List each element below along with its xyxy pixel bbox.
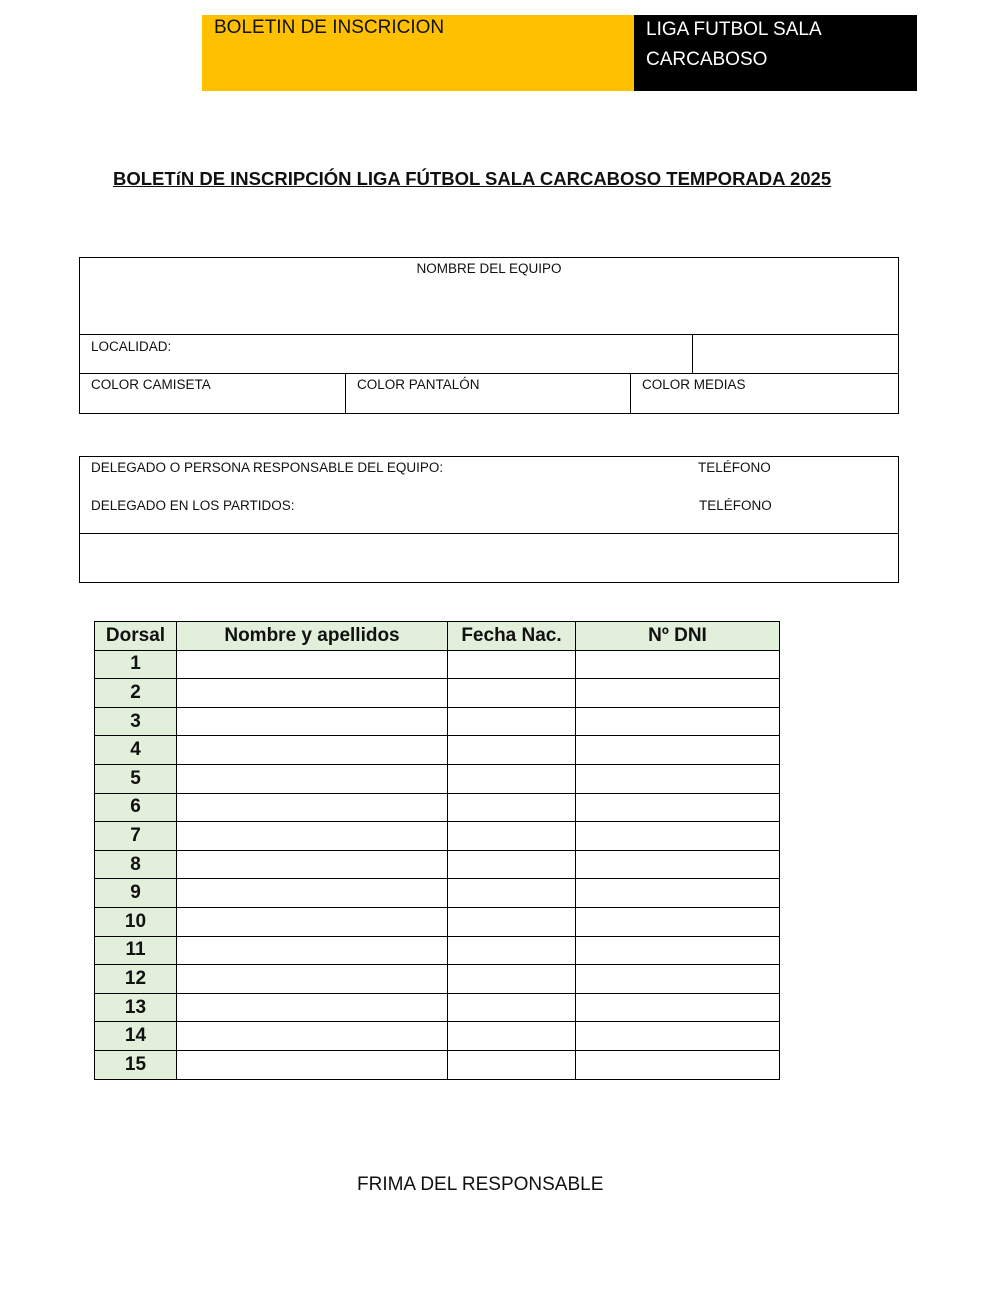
dni-cell[interactable] — [576, 879, 780, 908]
table-row — [95, 993, 780, 1022]
players-table — [94, 621, 780, 1080]
player-name-cell[interactable] — [177, 879, 448, 908]
table-row — [95, 764, 780, 793]
table-row — [95, 936, 780, 965]
dorsal-number: 13 — [95, 993, 177, 1022]
table-row — [95, 1050, 780, 1079]
player-name-cell[interactable] — [177, 965, 448, 994]
header-league-line1: LIGA FUTBOL SALA — [646, 19, 822, 40]
table-row — [95, 707, 780, 736]
player-name-cell[interactable] — [177, 650, 448, 679]
dni-cell[interactable] — [576, 850, 780, 879]
dorsal-number: 15 — [95, 1050, 177, 1079]
dni-cell[interactable] — [576, 1050, 780, 1079]
locality-field[interactable] — [80, 335, 693, 374]
column-header-dni: Nº DNI — [576, 622, 780, 651]
shirt-color-label: COLOR CAMISETA — [91, 377, 211, 392]
table-row — [95, 850, 780, 879]
birthdate-cell[interactable] — [448, 993, 576, 1022]
header-league-line2: CARCABOSO — [646, 49, 768, 70]
dni-cell[interactable] — [576, 764, 780, 793]
delegate-info-row[interactable] — [80, 457, 898, 534]
birthdate-cell[interactable] — [448, 679, 576, 708]
match-delegate-phone-label: TELÉFONO — [699, 498, 772, 513]
shorts-color-field[interactable] — [346, 374, 631, 413]
socks-color-label: COLOR MEDIAS — [642, 377, 746, 392]
player-name-cell[interactable] — [177, 822, 448, 851]
birthdate-cell[interactable] — [448, 793, 576, 822]
birthdate-cell[interactable] — [448, 822, 576, 851]
dni-cell[interactable] — [576, 736, 780, 765]
players-table-header — [95, 622, 780, 651]
column-header-birthdate: Fecha Nac. — [448, 622, 576, 651]
column-header-name: Nombre y apellidos — [177, 622, 448, 651]
dorsal-number: 5 — [95, 764, 177, 793]
dni-cell[interactable] — [576, 965, 780, 994]
dni-cell[interactable] — [576, 907, 780, 936]
dorsal-number: 9 — [95, 879, 177, 908]
table-row — [95, 1022, 780, 1051]
table-row — [95, 907, 780, 936]
team-name-label: NOMBRE DEL EQUIPO — [416, 261, 562, 276]
header-left-block — [202, 15, 634, 91]
birthdate-cell[interactable] — [448, 936, 576, 965]
table-row — [95, 736, 780, 765]
dorsal-number: 10 — [95, 907, 177, 936]
dorsal-number: 7 — [95, 822, 177, 851]
shorts-color-label: COLOR PANTALÓN — [357, 377, 480, 392]
table-row — [95, 879, 780, 908]
dorsal-number: 14 — [95, 1022, 177, 1051]
dni-cell[interactable] — [576, 936, 780, 965]
dorsal-number: 12 — [95, 965, 177, 994]
socks-color-field[interactable] — [631, 374, 898, 413]
header-form-label: BOLETIN DE INSCRICION — [214, 17, 445, 38]
dni-cell[interactable] — [576, 1022, 780, 1051]
team-info-section — [79, 257, 899, 414]
column-header-dorsal: Dorsal — [95, 622, 177, 651]
dni-cell[interactable] — [576, 993, 780, 1022]
birthdate-cell[interactable] — [448, 879, 576, 908]
match-delegate-label: DELEGADO EN LOS PARTIDOS: — [91, 498, 295, 513]
table-row — [95, 793, 780, 822]
dni-cell[interactable] — [576, 822, 780, 851]
locality-label: LOCALIDAD: — [91, 339, 172, 354]
shirt-color-field[interactable] — [80, 374, 346, 413]
dni-cell[interactable] — [576, 650, 780, 679]
dni-cell[interactable] — [576, 707, 780, 736]
dorsal-number: 8 — [95, 850, 177, 879]
birthdate-cell[interactable] — [448, 965, 576, 994]
birthdate-cell[interactable] — [448, 764, 576, 793]
dorsal-number: 2 — [95, 679, 177, 708]
dni-cell[interactable] — [576, 679, 780, 708]
team-name-field[interactable] — [80, 258, 898, 335]
dorsal-number: 6 — [95, 793, 177, 822]
birthdate-cell[interactable] — [448, 736, 576, 765]
birthdate-cell[interactable] — [448, 850, 576, 879]
player-name-cell[interactable] — [177, 764, 448, 793]
dorsal-number: 4 — [95, 736, 177, 765]
dorsal-number: 11 — [95, 936, 177, 965]
player-name-cell[interactable] — [177, 793, 448, 822]
birthdate-cell[interactable] — [448, 650, 576, 679]
player-name-cell[interactable] — [177, 1050, 448, 1079]
player-name-cell[interactable] — [177, 1022, 448, 1051]
table-row — [95, 965, 780, 994]
birthdate-cell[interactable] — [448, 1050, 576, 1079]
locality-extra-field[interactable] — [693, 335, 898, 374]
table-row — [95, 679, 780, 708]
player-name-cell[interactable] — [177, 736, 448, 765]
player-name-cell[interactable] — [177, 679, 448, 708]
table-row — [95, 650, 780, 679]
dni-cell[interactable] — [576, 793, 780, 822]
player-name-cell[interactable] — [177, 850, 448, 879]
delegate-section — [79, 456, 899, 583]
birthdate-cell[interactable] — [448, 1022, 576, 1051]
player-name-cell[interactable] — [177, 707, 448, 736]
header-right-block — [634, 15, 917, 91]
responsible-label: DELEGADO O PERSONA RESPONSABLE DEL EQUIPO: — [91, 460, 444, 475]
dorsal-number: 3 — [95, 707, 177, 736]
player-name-cell[interactable] — [177, 993, 448, 1022]
responsible-phone-label: TELÉFONO — [698, 460, 771, 475]
table-row — [95, 822, 780, 851]
birthdate-cell[interactable] — [448, 707, 576, 736]
page-title: BOLETíN DE INSCRIPCIÓN LIGA FÚTBOL SALA CARCABOSO TEMPORADA 2025 — [113, 168, 832, 189]
player-name-cell[interactable] — [177, 936, 448, 965]
dorsal-number: 1 — [95, 650, 177, 679]
signature-label: FRIMA DEL RESPONSABLE — [357, 1174, 604, 1195]
birthdate-cell[interactable] — [448, 907, 576, 936]
player-name-cell[interactable] — [177, 907, 448, 936]
